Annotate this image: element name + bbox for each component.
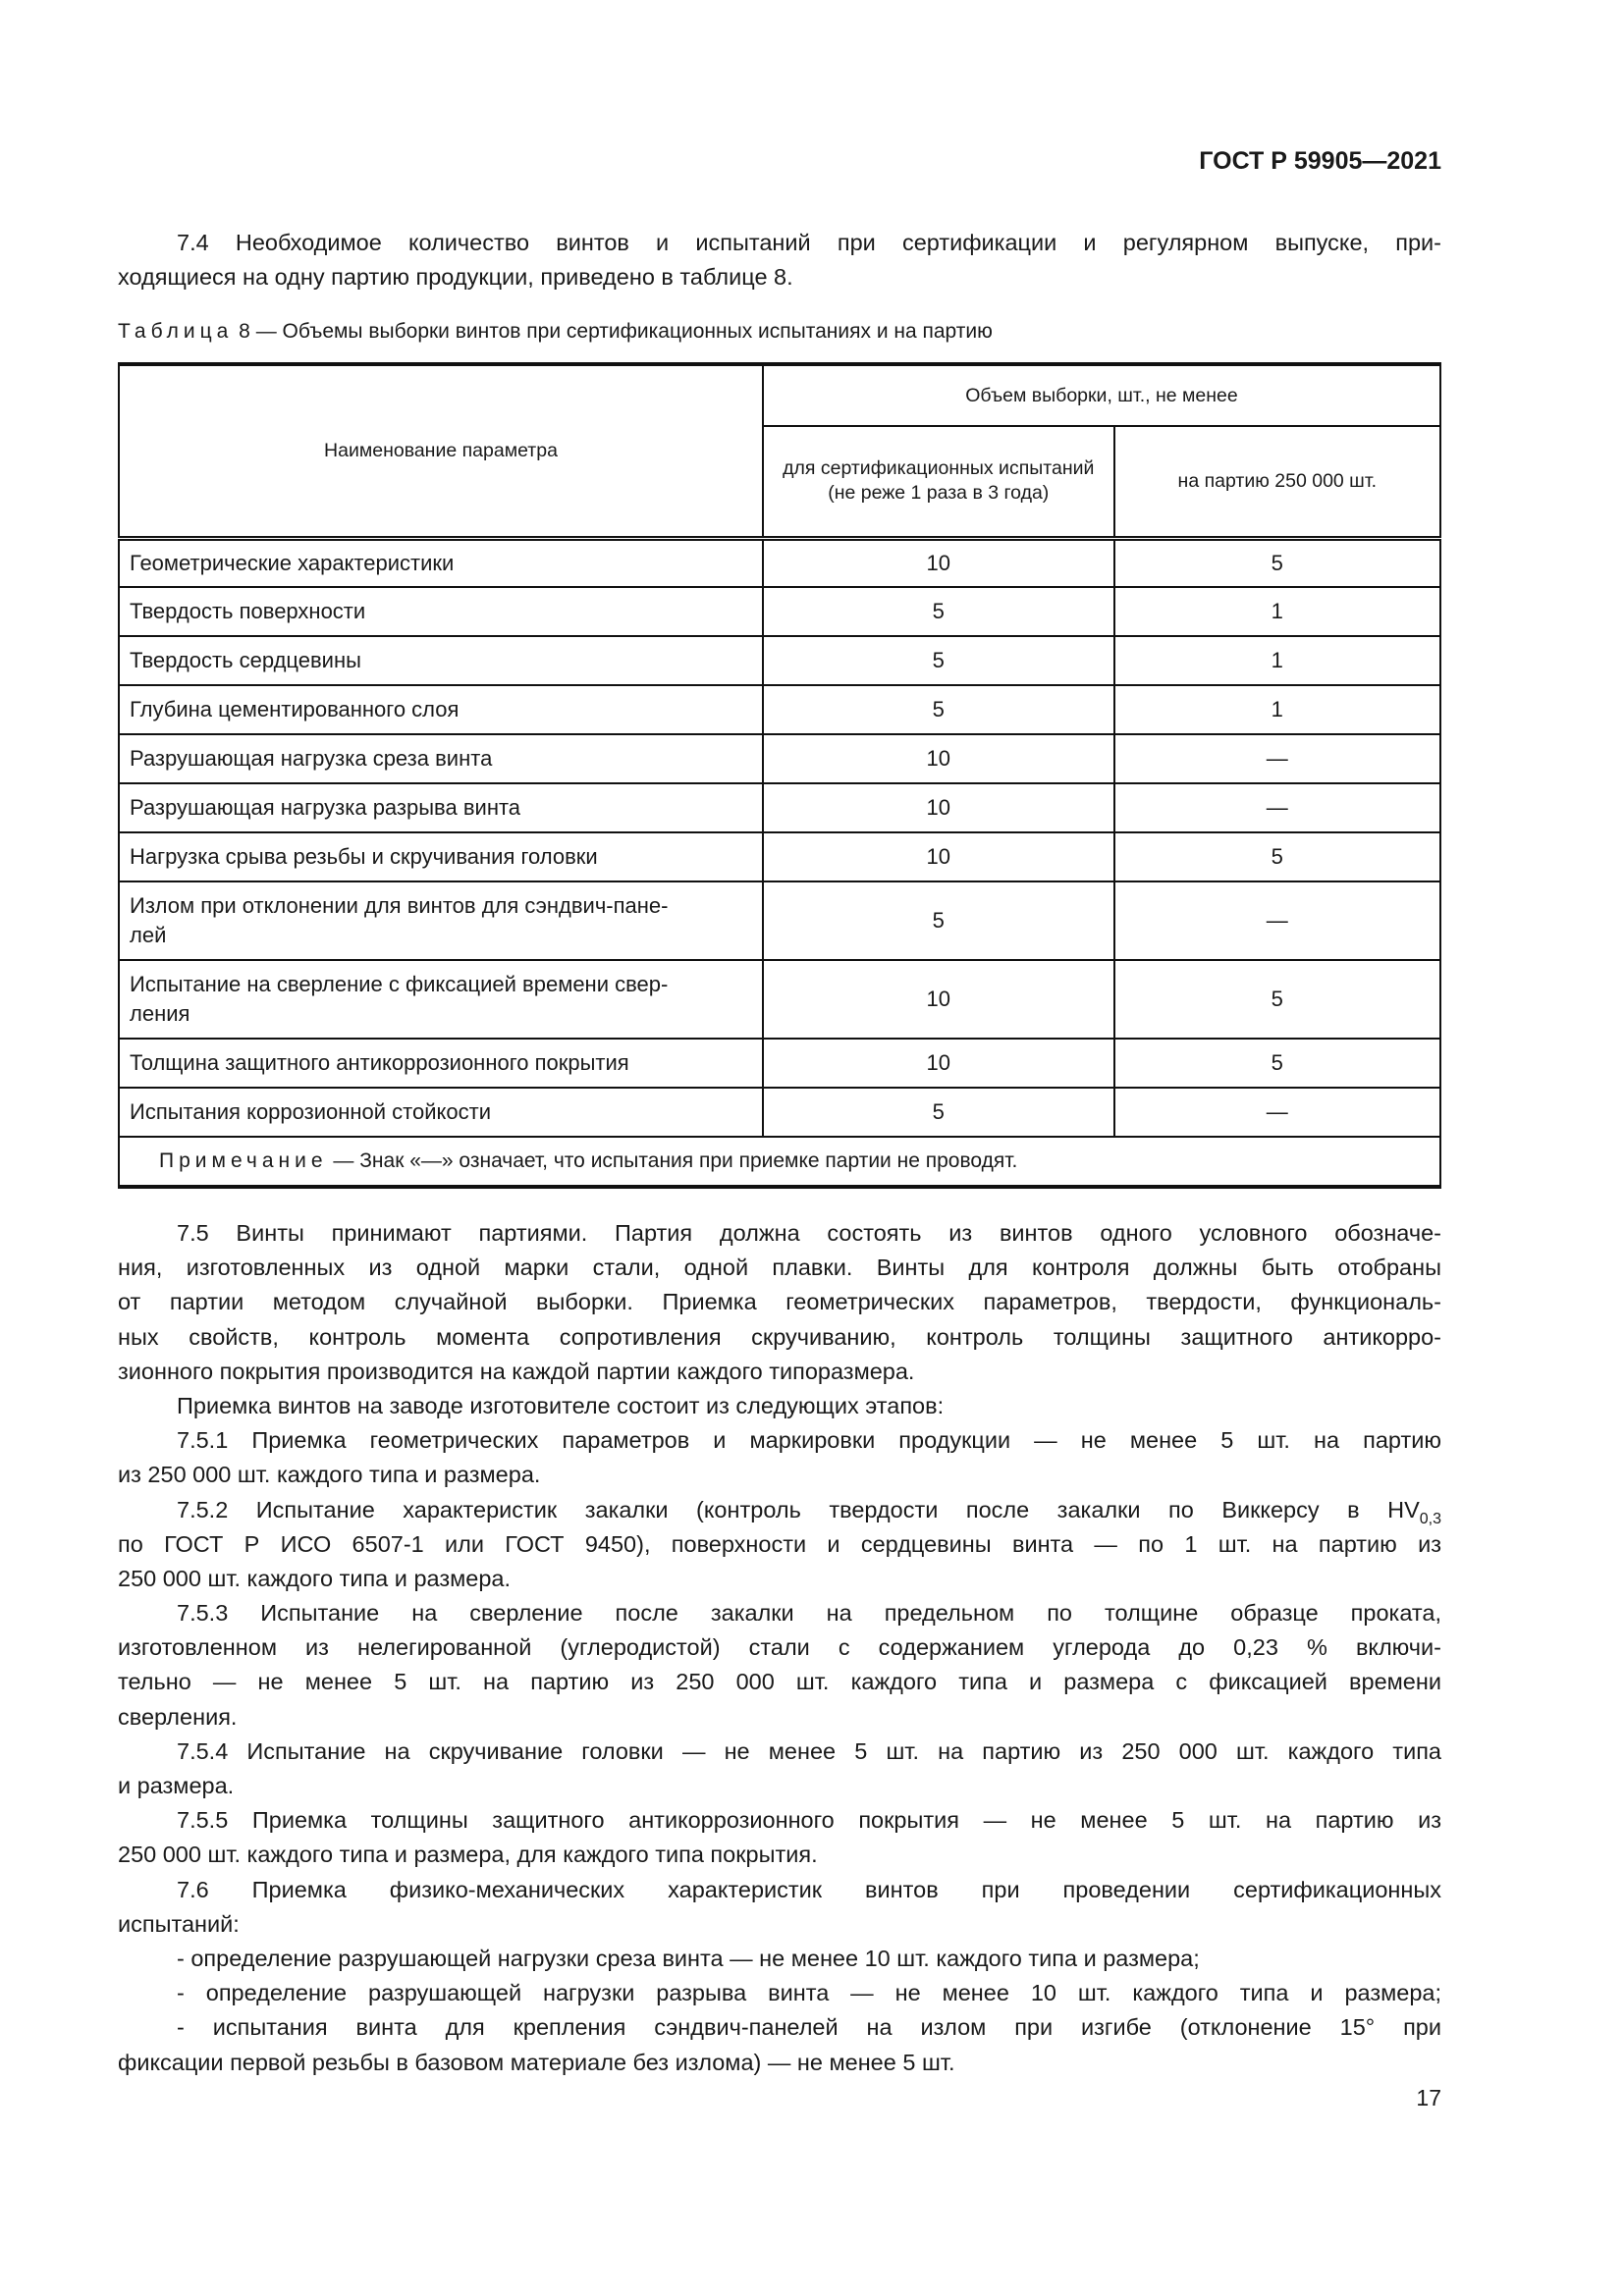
text-line: изготовленном из нелегированной (углеродистой) стали с содержанием углерода до 0,23 % включи- (118, 1634, 1441, 1661)
caption-label: Таблица (118, 320, 234, 343)
text-line: ния, изготовленных из одной марки стали, одной плавки. Винты для контроля должны быть отобраны (118, 1255, 1441, 1281)
param-cell: Испытания коррозионной стойкости (119, 1088, 763, 1137)
param-cell: Твердость сердцевины (119, 636, 763, 685)
batch-cell: — (1114, 881, 1440, 960)
text-line: из 250 000 шт. каждого типа и размера. (118, 1462, 541, 1488)
param-cell: Разрушающая нагрузка разрыва винта (119, 783, 763, 832)
text-line: сверления. (118, 1703, 238, 1730)
text-line: зионного покрытия производится на каждой партии каждого типоразмера. (118, 1358, 915, 1384)
batch-cell: 5 (1114, 832, 1440, 881)
cert-cell: 10 (763, 734, 1114, 783)
text: 7.5.2 Испытание характеристик закалки (контроль твердости после закалки по Виккерсу в HV (177, 1496, 1420, 1522)
text-line: - определение разрушающей нагрузки среза винта — не менее 10 шт. каждого типа и размера; (177, 1945, 1200, 1971)
header-sample-size: Объем выборки, шт., не менее (763, 364, 1440, 426)
batch-cell: 1 (1114, 685, 1440, 734)
table-row (119, 832, 1440, 881)
text-line: 250 000 шт. каждого типа и размера. (118, 1565, 511, 1591)
text-line: ных свойств, контроль момента сопротивления скручиванию, контроль толщины защитного антикорро- (118, 1323, 1441, 1350)
table-row (119, 960, 1440, 1039)
text-line: 7.5 Винты принимают партиями. Партия должна состоять из винтов одного условного обозначе- (177, 1220, 1441, 1246)
table-row (119, 636, 1440, 685)
cert-cell: 5 (763, 881, 1114, 960)
text-line: Приемка винтов на заводе изготовителе состоит из следующих этапов: (177, 1392, 945, 1418)
cert-cell: 5 (763, 685, 1114, 734)
param-cell: Твердость поверхности (119, 587, 763, 636)
table-row (119, 1088, 1440, 1137)
text-line: 7.5.5 Приемка толщины защитного антикоррозионного покрытия — не менее 5 шт. на партию из (177, 1807, 1441, 1834)
text-line: фиксации первой резьбы в базовом материале без излома) — не менее 5 шт. (118, 2049, 955, 2075)
cert-cell: 10 (763, 538, 1114, 587)
text-line: 7.4 Необходимое количество винтов и испытаний при сертификации и регулярном выпуске, при- (177, 230, 1441, 255)
batch-cell: — (1114, 783, 1440, 832)
param-cell: Разрушающая нагрузка среза винта (119, 734, 763, 783)
text-line: и размера. (118, 1773, 235, 1798)
text-line: ходящиеся на одну партию продукции, приведено в таблице 8. (118, 264, 793, 291)
cert-cell: 5 (763, 636, 1114, 685)
text-line (118, 1493, 1441, 1527)
batch-cell: — (1114, 1088, 1440, 1137)
param-cell: Нагрузка срыва резьбы и скручивания головки (119, 832, 763, 881)
table-row (119, 783, 1440, 832)
document-header: ГОСТ Р 59905—2021 (1199, 147, 1441, 175)
table-row (119, 881, 1440, 960)
subscript: 0,3 (1419, 1510, 1441, 1527)
param-cell: Испытание на сверление с фиксацией времени свер- ления (119, 960, 763, 1039)
header-param: Наименование параметра (119, 364, 763, 538)
batch-cell: 5 (1114, 538, 1440, 587)
text-line: от партии методом случайной выборки. Приемка геометрических параметров, твердости, функциональ- (118, 1289, 1441, 1315)
cert-cell: 5 (763, 587, 1114, 636)
text-line: 7.5.3 Испытание на сверление после закалки на предельном по толщине образце проката, (177, 1600, 1441, 1627)
table-row (119, 1039, 1440, 1088)
batch-cell: 5 (1114, 960, 1440, 1039)
cert-cell: 10 (763, 960, 1114, 1039)
header-batch: на партию 250 000 шт. (1114, 426, 1440, 538)
table-row (119, 587, 1440, 636)
note-text: — Знак «—» означает, что испытания при приемке партии не проводят. (327, 1149, 1018, 1172)
paragraph-7-4 (118, 226, 1441, 294)
table-row (119, 538, 1440, 587)
caption-text: 8 — Объемы выборки винтов при сертификационных испытаниях и на партию (233, 320, 993, 343)
param-cell: Излом при отклонении для винтов для сэндвич-пане- лей (119, 881, 763, 960)
table-row (119, 685, 1440, 734)
param-cell: Толщина защитного антикоррозионного покрытия (119, 1039, 763, 1088)
sample-size-table (118, 362, 1441, 1189)
text-line: по ГОСТ Р ИСО 6507-1 или ГОСТ 9450), поверхности и сердцевины винта — по 1 шт. на партию из (118, 1530, 1441, 1557)
batch-cell: 5 (1114, 1039, 1440, 1088)
batch-cell: 1 (1114, 587, 1440, 636)
text-line: 7.6 Приемка физико-механических характеристик винтов при проведении сертификационных (177, 1876, 1441, 1902)
cert-cell: 10 (763, 832, 1114, 881)
batch-cell: — (1114, 734, 1440, 783)
header-certification: для сертификационных испытаний (не реже 1 раза в 3 года) (763, 426, 1114, 538)
text-line: 7.5.4 Испытание на скручивание головки — не менее 5 шт. на партию из 250 000 шт. каждого типа (177, 1737, 1441, 1764)
text-line: 250 000 шт. каждого типа и размера, для каждого типа покрытия. (118, 1842, 818, 1868)
cert-cell: 10 (763, 783, 1114, 832)
text-line: тельно — не менее 5 шт. на партию из 250 000 шт. каждого типа и размера с фиксацией времени (118, 1669, 1441, 1695)
text-line: испытаний: (118, 1910, 240, 1937)
text-line: - определение разрушающей нагрузки разрыва винта — не менее 10 шт. каждого типа и размера; (177, 1980, 1441, 2006)
text-line: - испытания винта для крепления сэндвич-панелей на излом при изгибе (отклонение 15° при (177, 2014, 1441, 2041)
param-cell: Геометрические характеристики (119, 538, 763, 587)
table-note (119, 1137, 1440, 1187)
note-label: Примечание (159, 1149, 328, 1172)
param-cell: Глубина цементированного слоя (119, 685, 763, 734)
body-text (118, 1216, 1441, 2080)
table-row (119, 734, 1440, 783)
cert-cell: 5 (763, 1088, 1114, 1137)
text-line: 7.5.1 Приемка геометрических параметров и маркировки продукции — не менее 5 шт. на партию (177, 1427, 1441, 1454)
page-number: 17 (1416, 2085, 1441, 2110)
batch-cell: 1 (1114, 636, 1440, 685)
cert-cell: 10 (763, 1039, 1114, 1088)
table-caption (118, 320, 993, 344)
